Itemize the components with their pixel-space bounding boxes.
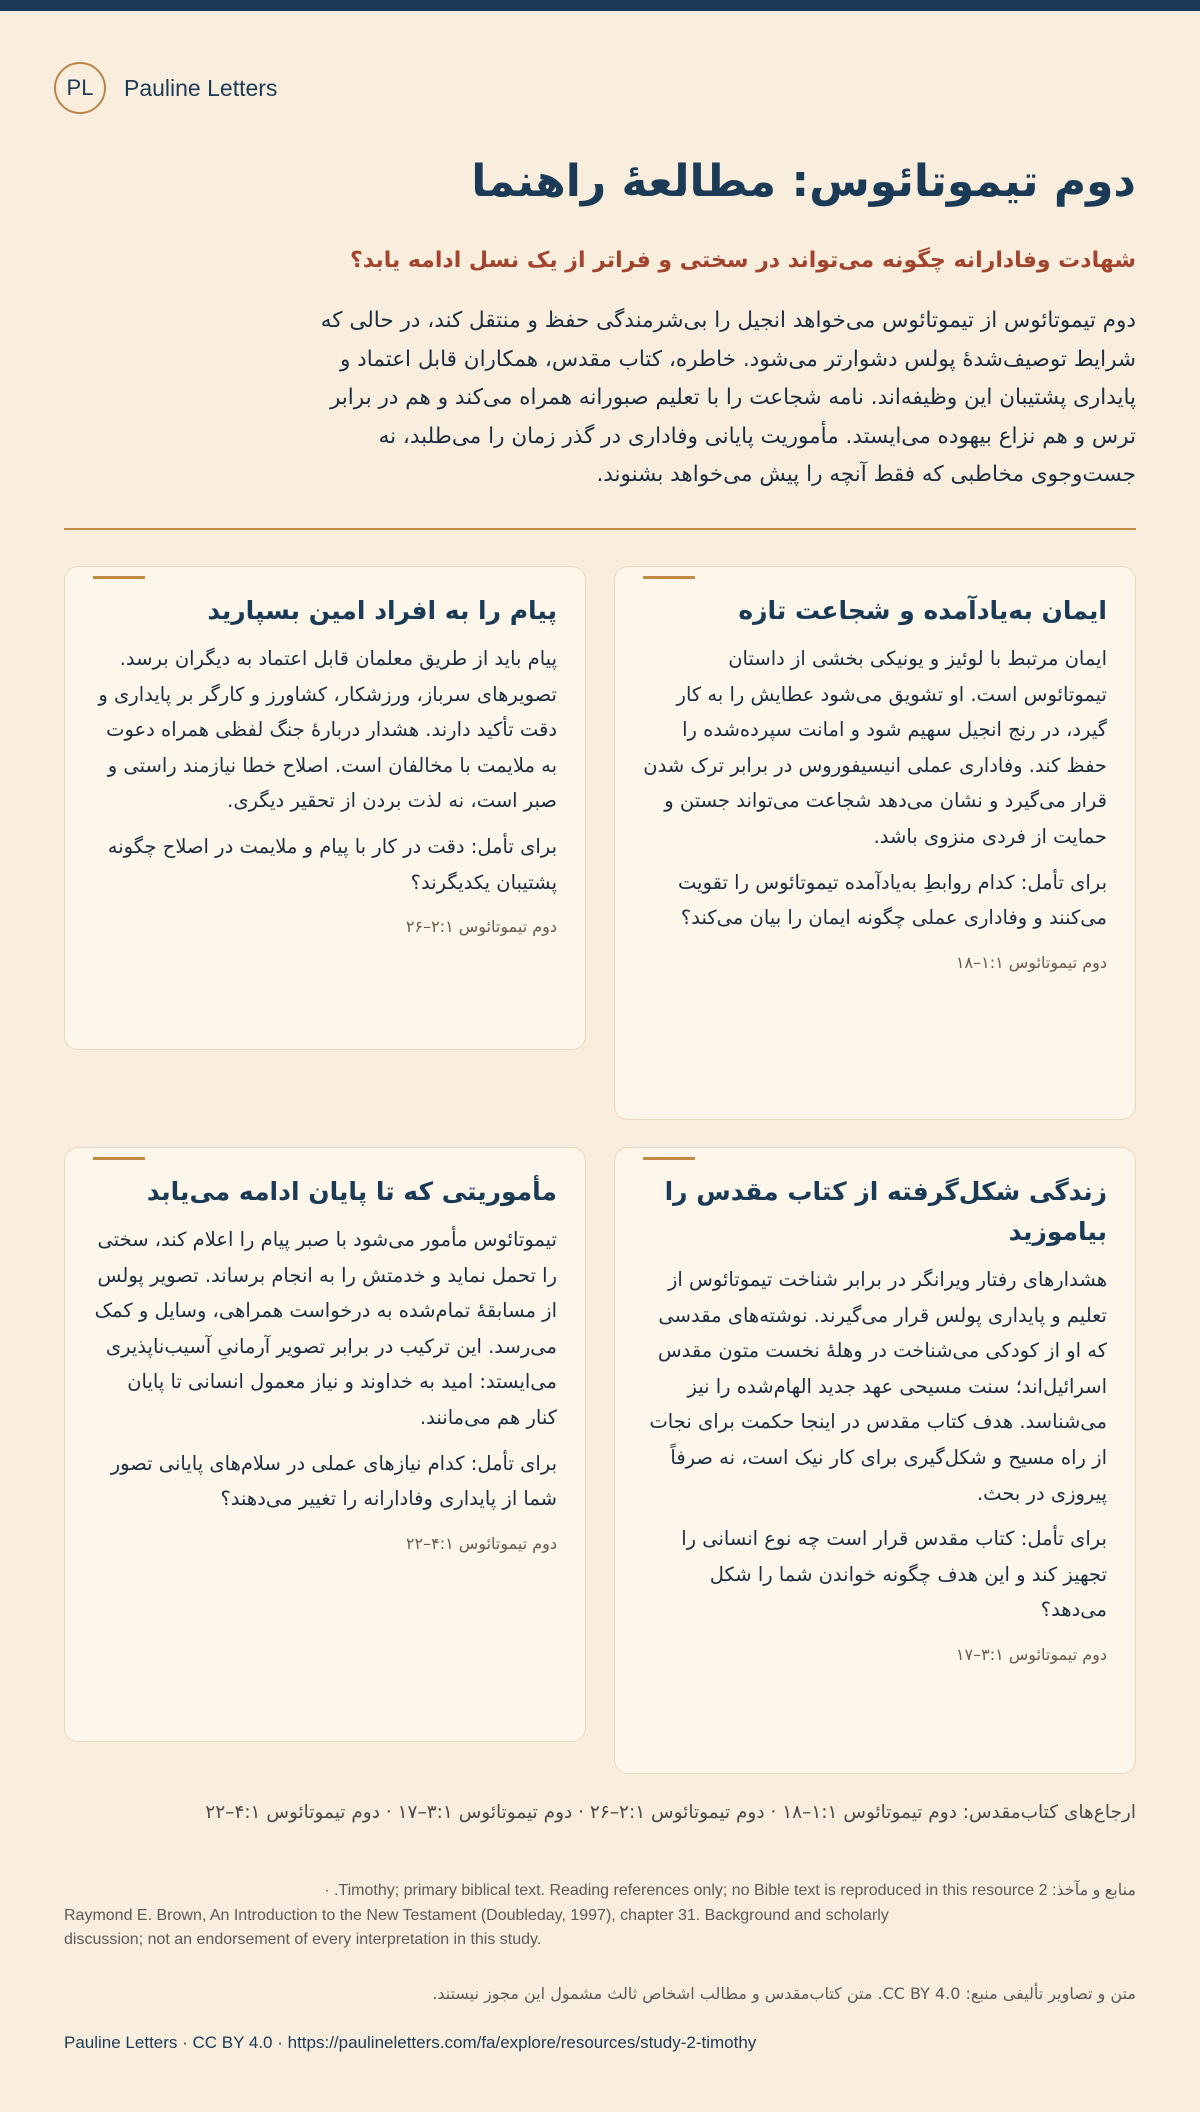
card-title: پیام را به افراد امین بسپارید	[207, 596, 557, 625]
card-reflection: برای تأمل: کدام روابطِ به‌یادآمده تیموتائوس را تقویت می‌کنند و وفاداری عملی چگونه ایمان را بیان می‌کند؟	[678, 870, 1107, 930]
brand-name: Pauline Letters	[124, 74, 278, 101]
card-body: تیموتائوس مأمور می‌شود با صبر پیام را اعلام کند، سختی را تحمل نماید و خدمتش را به انجام برساند. تصویر پولس از مسابقهٔ تمام‌شده به درخواست همراهی، وسایل و کمک می‌رسد. این ترکیب در برابر تصویر آرمانیِ آسیب‌ناپذیری می‌ایستد: امید به خداوند و نیاز معمول انسانی تا پایان کنار هم می‌مانند.	[94, 1228, 557, 1429]
study-card	[64, 1147, 586, 1742]
card-reference: دوم تیموتائوس ۳:۱–۱۷	[955, 1644, 1107, 1664]
card-accent	[93, 1157, 145, 1160]
card-body: ایمان مرتبط با لوئیز و یونیکی بخشی از داستان تیموتائوس است. او تشویق می‌شود عطایش را به کار گیرد، در رنج انجیل سهیم شود و امانت سپرده‌شده را حفظ کند. وفاداری عملی انیسیفوروس در برابر ترک شدن قرار می‌گیرد و نشان می‌دهد شجاعت می‌تواند جستن و حمایت از فردی منزوی باشد.	[643, 647, 1107, 848]
card-body: پیام باید از طریق معلمان قابل اعتماد به دیگران برسد. تصویرهای سرباز، ورزشکار، کشاورز و کارگر بر پایداری و دقت تأکید دارند. هشدار دربارهٔ جنگ لفظی همراه دعوت به ملایمت با مخالفان است. اصلاح خطا نیازمند راستی و صبر است، نه لذت بردن از تحقیر دیگری.	[98, 647, 557, 813]
sources-line: منابع و مآخذ: 2 Timothy; primary biblical text. Reading references only; no Bible text is reproduced in this resource. ·	[324, 1882, 1136, 1899]
card-title: مأموریتی که تا پایان ادامه می‌یابد	[146, 1177, 557, 1206]
sources	[64, 1879, 1136, 1953]
page-subtitle: شهادت وفادارانه چگونه می‌تواند در سختی و فراتر از یک نسل ادامه یابد؟	[350, 248, 1136, 273]
study-card	[614, 1147, 1136, 1774]
card-reference: دوم تیموتائوس ۴:۱–۲۲	[405, 1533, 557, 1553]
card-reflection: برای تأمل: دقت در کار با پیام و ملایمت در اصلاح چگونه پشتیبان یکدیگرند؟	[107, 834, 557, 894]
intro-paragraph: دوم تیموتائوس از تیموتائوس می‌خواهد انجیل را بی‌شرمندگی حفظ و منتقل کند، در حالی که شرایط توصیف‌شدهٔ پولس دشوارتر می‌شود. خاطره، کتاب مقدس، همکاران قابل اعتماد و پایداری پشتیبان این وظیفه‌اند. نامه شجاعت را با تعلیم صبورانه همراه می‌کند و هم در برابر ترس و هم نزاع بیهوده می‌ایستد. مأموریت پایانی وفاداری در گذر زمان را می‌طلبد، نه جست‌وجوی مخاطبی که فقط آنچه را پیش می‌خواهد بشنوند.	[320, 308, 1136, 487]
sources-continued: Raymond E. Brown, An Introduction to the New Testament (Doubleday, 1997), chapter 31. Background and scholarly discussion; not an endorsement of every interpretation in this study.	[64, 1906, 889, 1948]
card-accent	[643, 1157, 695, 1160]
page-title: دوم تیموتائوس: مطالعهٔ راهنما	[471, 156, 1136, 207]
card-body: هشدارهای رفتار ویرانگر در برابر شناخت تیموتائوس از تعلیم و پایداری پولس قرار می‌گیرند. نوشته‌های مقدسی که او از کودکی می‌شناخت در وهلهٔ نخست متون مقدس اسرائیل‌اند؛ سنت مسیحی عهد جدید الهام‌شده را نیز می‌شناسد. هدف کتاب مقدس در اینجا حکمت برای نجات از راه مسیح و شکل‌گیری برای کار نیک است، نه صرفاً پیروزی در بحث.	[649, 1268, 1107, 1505]
card-reflection: برای تأمل: کدام نیازهای عملی در سلام‌های پایانی تصور شما از پایداری وفادارانه را تغییر می‌دهند؟	[110, 1451, 557, 1511]
footer-link[interactable]: Pauline Letters · CC BY 4.0 · https://paulineletters.com/fa/explore/resources/study-2-timothy	[64, 2033, 757, 2052]
study-card	[64, 566, 586, 1050]
top-bar	[0, 0, 1200, 11]
card-title: زندگی شکل‌گرفته از کتاب مقدس را بیاموزید	[664, 1177, 1107, 1246]
card-reference: دوم تیموتائوس ۱:۱–۱۸	[955, 952, 1107, 972]
scripture-references: ارجاع‌های کتاب‌مقدس: دوم تیموتائوس ۱:۱–۱۸ · دوم تیموتائوس ۲:۱–۲۶ · دوم تیموتائوس ۳:۱–۱۷ · دوم تیموتائوس ۴:۱–۲۲	[205, 1802, 1136, 1823]
card-reflection: برای تأمل: کتاب مقدس قرار است چه نوع انسانی را تجهیز کند و این هدف چگونه خواندن شما را شکل می‌دهد؟	[681, 1527, 1107, 1622]
card-accent	[643, 576, 695, 579]
card-reference: دوم تیموتائوس ۲:۱–۲۶	[405, 917, 557, 937]
brand[interactable]	[54, 62, 277, 114]
card-accent	[93, 576, 145, 579]
section-divider	[64, 528, 1136, 530]
study-card	[614, 566, 1136, 1120]
logo: PL	[54, 62, 106, 114]
license-note: متن و تصاویر تألیفی منبع: CC BY 4.0. متن کتاب‌مقدس و مطالب اشخاص ثالث مشمول این مجوز نیستند.	[432, 1984, 1136, 2003]
card-title: ایمان به‌یادآمده و شجاعت تازه	[738, 596, 1107, 625]
